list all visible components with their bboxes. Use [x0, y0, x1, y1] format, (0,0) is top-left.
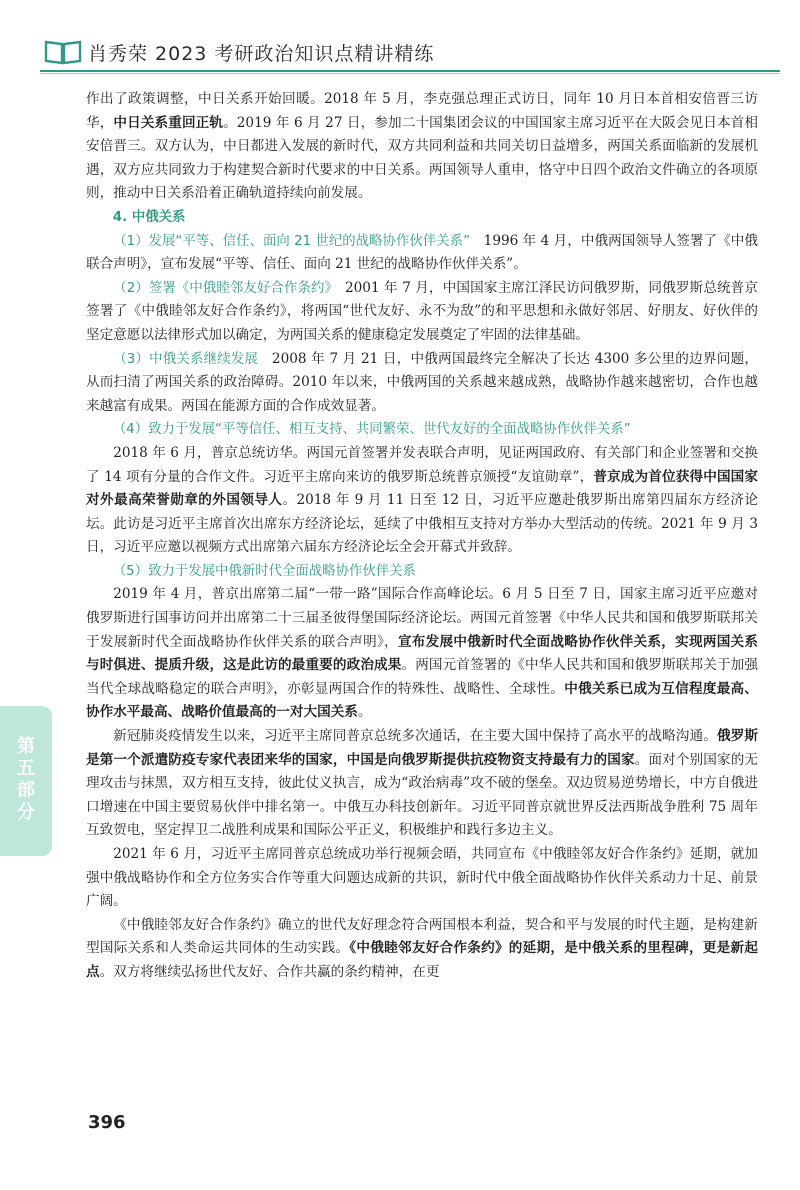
- subsection-2: （2）签署《中俄睦邻友好合作条约》 2001 年 7 月，中国国家主席江泽民访问俄罗斯，同俄罗斯总统普京签署了《中俄睦邻友好合作条约》，将两国“世代友好、永不为敌”的和平思想和永做好邻居、好朋友、好伙伴的坚定意愿以法律形式加以确定，为两国关系的健康稳定发展奠定了牢固的法律基础。: [86, 279, 758, 343]
- subsection-4-heading: （4）致力于发展“平等信任、相互支持、共同繁荣、世代友好的全面战略协作伙伴关系”: [112, 422, 631, 438]
- part-side-tab-label: 第五部分: [17, 736, 35, 823]
- subsection-5-paragraph-2: 新冠肺炎疫情发生以来，习近平主席同普京总统多次通话，在主要大国中保持了高水平的战略沟通。俄罗斯是第一个派遣防疫专家代表团来华的国家，中国是向俄罗斯提供抗疫物资支持最有力的国家。面对个别国家的无理攻击与抹黑，双方相互支持，彼此仗义执言，成为“政治病毒”攻不破的堡垒。双边贸易逆势增长，中方自俄进口增速在中国主要贸易伙伴中排名第一。中俄互办科技创新年。习近平同普京就世界反法西斯战争胜利 75 周年互致贺电，坚定捍卫二战胜利成果和国际公平正义，积极维护和践行多边主义。: [86, 728, 759, 839]
- page-content: [86, 88, 758, 985]
- subsection-3-heading: （3）中俄关系继续发展: [113, 351, 259, 367]
- page-header: [44, 36, 434, 68]
- open-book-icon: [44, 39, 82, 65]
- subsection-5-paragraph-3: 2021 年 6 月，习近平主席同普京总统成功举行视频会晤，共同宣布《中俄睦邻友好合作条约》延期，就加强中俄战略协作和全方位务实合作等重大问题达成新的共识，新时代中俄全面战略协作伙伴关系动力十足、前景广阔。: [86, 846, 758, 910]
- header-rule: [40, 70, 780, 72]
- subsection-5-paragraph-1: 2019 年 4 月，普京出席第二届“一带一路”国际合作高峰论坛。6 月 5 日至 7 日，国家主席习近平应邀对俄罗斯进行国事访问并出席第二十三届圣彼得堡国际经济论坛。两国元首签署《中华人民共和国和俄罗斯联邦关于发展新时代全面战略协作伙伴关系的联合声明》，宣布发展中俄新时代全面战略协作伙伴关系，实现两国关系与时俱进、提质升级，这是此访的最重要的政治成果。两国元首签署的《中华人民共和国和俄罗斯联邦关于加强当代全球战略稳定的联合声明》，亦彰显两国合作的特殊性、战略性、全球性。中俄关系已成为互信程度最高、协作水平最高、战略价值最高的一对大国关系。: [86, 586, 759, 721]
- paragraph-sino-japan: 作出了政策调整，中日关系开始回暖。2018 年 5 月，李克强总理正式访日，同年 10 月日本首相安倍晋三访华，中日关系重回正轨。2019 年 6 月 27 日，参加二十国集团会议的中国国家主席习近平在大阪会见日本首相安倍晋三。双方认为，中日都进入发展的新时代，双方共同利益和共同关切日益增多，两国关系面临新的发展机遇，双方应共同致力于构建契合新时代要求的中日关系。两国领导人重申，恪守中日四个政治文件确立的各项原则，推动中日关系沿着正确轨道持续向前发展。: [86, 91, 758, 202]
- header-rule-thin: [40, 73, 780, 74]
- subsection-3: （3）中俄关系继续发展 2008 年 7 月 21 日，中俄两国最终完全解决了长达 4300 多公里的边界问题，从而扫清了两国关系的政治障碍。2010 年以来，中俄两国的关系越来越成熟，战略协作越来越密切，合作也越来越富有成果。两国在能源方面的合作成效显著。: [86, 350, 758, 414]
- subsection-1: （1）发展“平等、信任、面向 21 世纪的战略协作伙伴关系” 1996 年 4 月，中俄两国领导人签署了《中俄联合声明》，宣布发展“平等、信任、面向 21 世纪的战略协作伙伴关系”。: [86, 232, 758, 273]
- section-heading-sino-russia: 4. 中俄关系: [112, 209, 186, 225]
- subsection-2-heading: （2）签署《中俄睦邻友好合作条约》: [113, 280, 332, 296]
- header-title: 肖秀荣 2023 考研政治知识点精讲精练: [88, 42, 435, 65]
- subsection-5-heading: （5）致力于发展中俄新时代全面战略协作伙伴关系: [112, 563, 416, 579]
- subsection-4-paragraph: 2018 年 6 月，普京总统访华。两国元首签署并发表联合声明，见证两国政府、有关部门和企业签署和交换了 14 项有分量的合作文件。习近平主席向来访的俄罗斯总统普京颁授“友谊勋章”，普京成为首位获得中国国家对外最高荣誉勋章的外国领导人。2018 年 9 月 11 日至 12 日，习近平应邀赴俄罗斯出席第四届东方经济论坛。此访是习近平主席首次出席东方经济论坛，延续了中俄相互支持对方举办大型活动的传统。2021 年 9 月 3 日，习近平应邀以视频方式出席第六届东方经济论坛全会开幕式并致辞。: [86, 444, 759, 556]
- subsection-1-heading: （1）发展“平等、信任、面向 21 世纪的战略协作伙伴关系”: [113, 233, 471, 249]
- subsection-5-paragraph-4: 《中俄睦邻友好合作条约》确立的世代友好理念符合两国根本利益，契合和平与发展的时代主题，是构建新型国际关系和人类命运共同体的生动实践。《中俄睦邻友好合作条约》的延期，是中俄关系的里程碑，更是新起点。双方将继续弘扬世代友好、合作共赢的条约精神，在更: [86, 916, 758, 980]
- page-number: 396: [88, 1112, 126, 1133]
